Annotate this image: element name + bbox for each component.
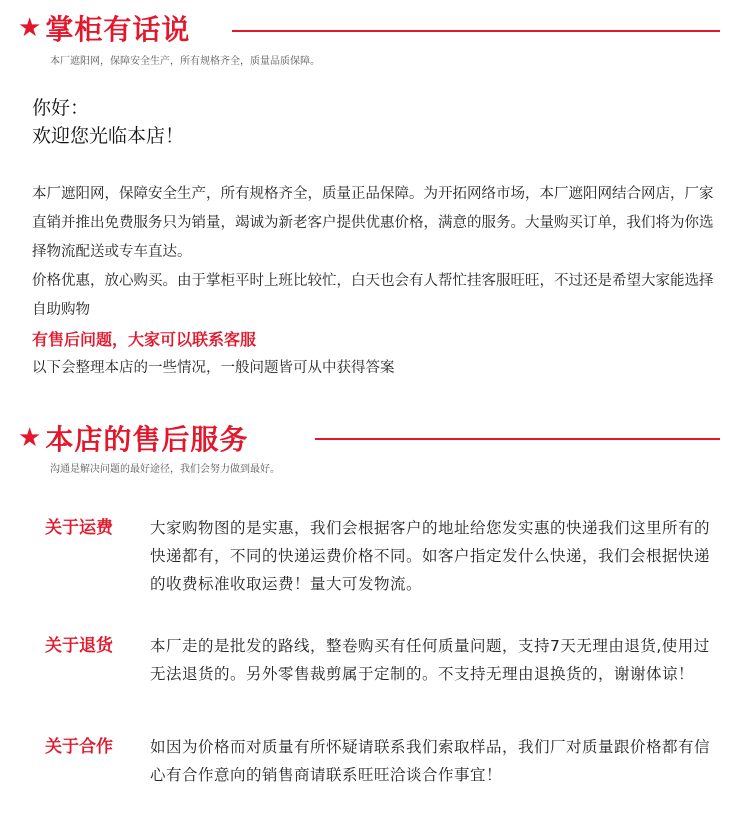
section-title: 掌柜有话说 (45, 13, 191, 46)
section-title: 本店的售后服务 (45, 423, 249, 456)
faq-text: 本厂走的是批发的路线，整卷购买有任何质量问题，支持7天无理由退货,使用过无法退货的。另外零售裁剪属于定制的。不支持无理由退换货的，谢谢体谅！ (150, 637, 710, 683)
faq-label: 关于退货 (45, 636, 113, 656)
star-icon: ★ (18, 423, 42, 453)
intro-paragraph-2: 价格优惠，放心购买。由于掌柜平时上班比较忙，白天也会有人帮忙挂客服旺旺，不过还是希望大家能选择自助购物 (32, 273, 714, 318)
star-icon: ★ (18, 13, 42, 43)
faq-text: 大家购物图的是实惠，我们会根据客户的地址给您发实惠的快递我们这里所有的快递都有，不同的快递运费价格不同。如客户指定发什么快递，我们会根据快递的收费标准收取运费！量大可发物流。 (150, 519, 711, 593)
intro-paragraph-3: 以下会整理本店的一些情况，一般问题皆可从中获得答案 (32, 360, 395, 376)
faq-label: 关于运费 (45, 518, 113, 538)
section-subtitle: 沟通是解决问题的最好途径，我们会努力做到最好。 (50, 464, 280, 475)
intro-paragraph-1: 本厂遮阳网，保障安全生产，所有规格齐全，质量正品保障。为开拓网络市场，本厂遮阳网结合网店，厂家直销并推出免费服务只为销量，竭诚为新老客户提供优惠价格，满意的服务。大量购买订单，我们将为你选择物流配送或专车直达。 (32, 186, 714, 260)
greeting-line-1: 你好： (32, 97, 90, 119)
faq-text: 如因为价格而对质量有所怀疑请联系我们索取样品，我们厂对质量跟价格都有信心有合作意向的销售商请联系旺旺洽谈合作事宜！ (150, 738, 711, 784)
faq-item-cooperation (45, 733, 710, 789)
faq-label: 关于合作 (45, 737, 113, 757)
divider-line (315, 438, 720, 440)
section-subtitle: 本厂遮阳网，保障安全生产，所有规格齐全，质量品质保障。 (50, 56, 320, 67)
greeting-line-2: 欢迎您光临本店！ (32, 125, 185, 147)
divider-line (232, 30, 720, 32)
faq-item-returns (45, 632, 710, 688)
intro-block (32, 180, 722, 383)
section-header-after-sales (18, 418, 248, 458)
after-sales-highlight: 有售后问题，大家可以联系客服 (32, 330, 257, 349)
faq-item-shipping (45, 514, 710, 598)
section-header-shopkeeper (18, 8, 190, 48)
